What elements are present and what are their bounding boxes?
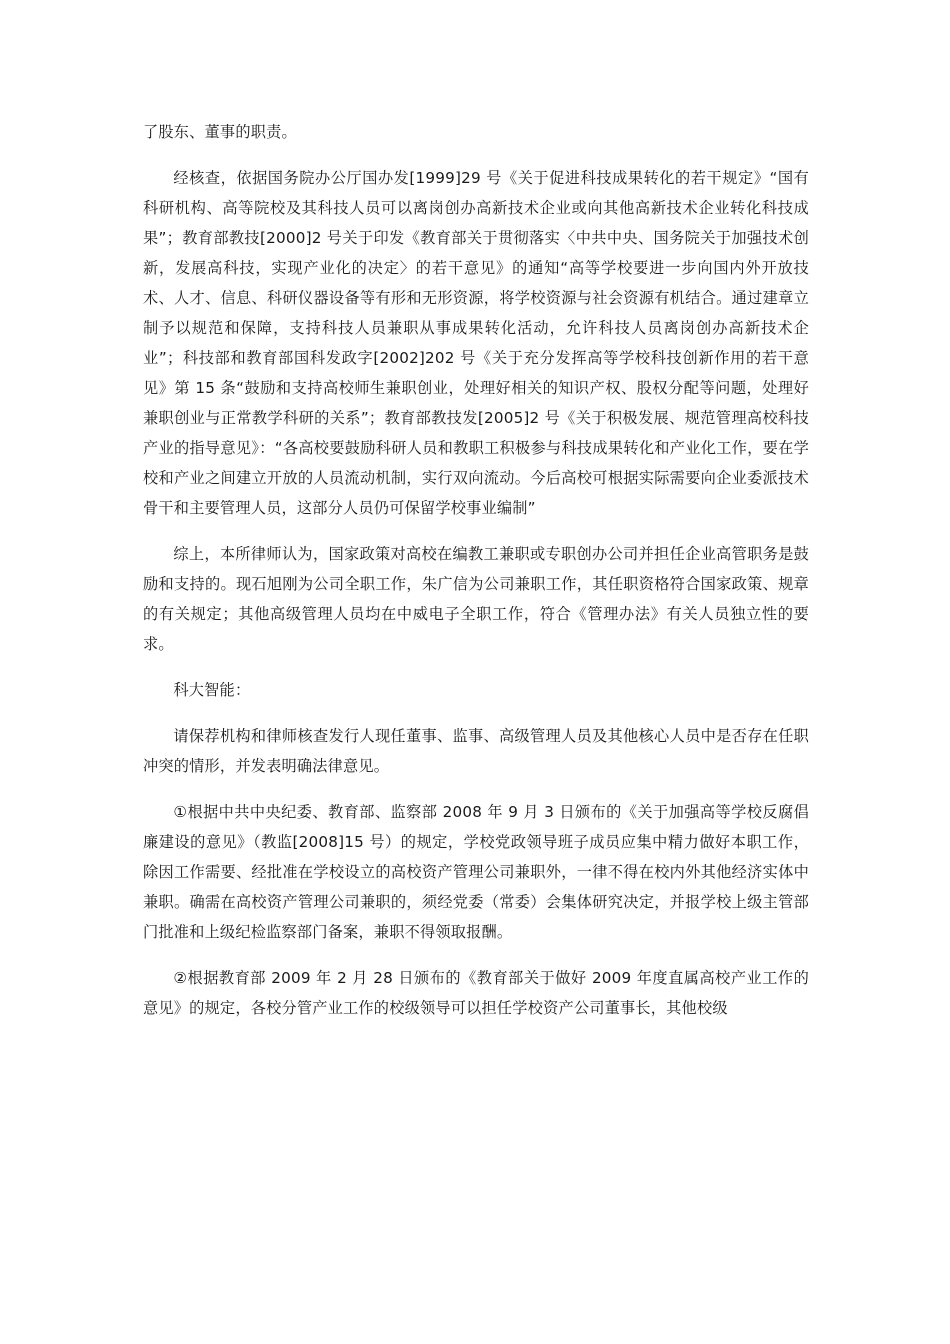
paragraph-item-1: ①根据中共中央纪委、教育部、监察部 2008 年 9 月 3 日颁布的《关于加强高等学校反腐倡廉建设的意见》（教监[2008]15 号）的规定，学校党政领导班子成员应集中精力做好本职工作，除因工作需要、经批准在学校设立的高校资产管理公司兼职外，一律不得在校内外其他经济实体中兼职。确需在高校资产管理公司兼职的，须经党委（常委）会集体研究决定，并报学校上级主管部门批准和上级纪检监察部门备案，兼职不得领取报酬。 [143, 803, 809, 941]
paragraph-verification-policies: 经核查，依据国务院办公厅国办发[1999]29 号《关于促进科技成果转化的若干规定》“国有科研机构、高等院校及其科技人员可以离岗创办高新技术企业或向其他高新技术企业转化科技成果”；教育部教技[2000]2 号关于印发《教育部关于贯彻落实〈中共中央、国务院关于加强技术创新，发展高科技，实现产业化的决定〉的若干意见》的通知“高等学校要进一步向国内外开放技术、人才、信息、科研仪器设备等有形和无形资源，将学校资源与社会资源有机结合。通过建章立制予以规范和保障，支持科技人员兼职从事成果转化活动，允许科技人员离岗创办高新技术企业”；科技部和教育部国科发政字[2002]202 号《关于充分发挥高等学校科技创新作用的若干意见》第 15 条“鼓励和支持高校师生兼职创业，处理好相关的知识产权、股权分配等问题，处理好兼职创业与正常教学科研的关系”；教育部教技发[2005]2 号《关于积极发展、规范管理高校科技产业的指导意见》：“各高校要鼓励科研人员和教职工积极参与科技成果转化和产业化工作，要在学校和产业之间建立开放的人员流动机制，实行双向流动。今后高校可根据实际需要向企业委派技术骨干和主要管理人员，这部分人员仍可保留学校事业编制” [143, 169, 809, 517]
paragraph-company-heading: 科大智能： [173, 681, 251, 699]
paragraph-request: 请保荐机构和律师核查发行人现任董事、监事、高级管理人员及其他核心人员中是否存在任职冲突的情形，并发表明确法律意见。 [143, 727, 809, 775]
paragraph-continuation: 了股东、董事的职责。 [143, 123, 297, 141]
document-body [143, 117, 809, 1039]
paragraph-conclusion: 综上，本所律师认为，国家政策对高校在编教工兼职或专职创办公司并担任企业高管职务是鼓励和支持的。现石旭刚为公司全职工作，朱广信为公司兼职工作，其任职资格符合国家政策、规章的有关规定；其他高级管理人员均在中威电子全职工作，符合《管理办法》有关人员独立性的要求。 [143, 545, 809, 653]
paragraph-item-2: ②根据教育部 2009 年 2 月 28 日颁布的《教育部关于做好 2009 年度直属高校产业工作的意见》的规定，各校分管产业工作的校级领导可以担任学校资产公司董事长，其他校级 [143, 969, 809, 1017]
